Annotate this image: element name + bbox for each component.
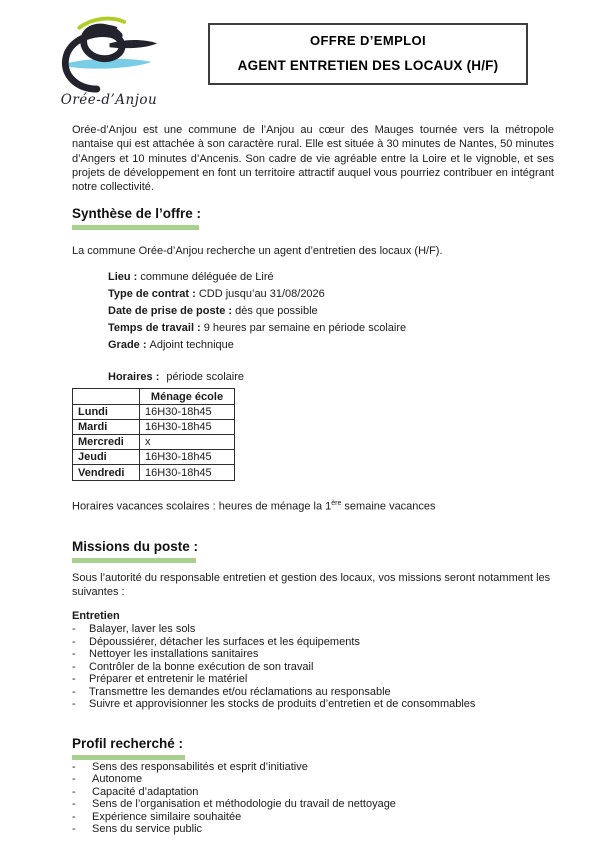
field-label: Grade :: [108, 338, 147, 351]
list-item: [72, 773, 554, 786]
table-corner-cell: [73, 389, 140, 404]
profil-list: [72, 761, 554, 836]
dash-marker: -: [72, 635, 76, 648]
item-text: Balayer, laver les sols: [89, 623, 196, 636]
missions-title-underline: [72, 558, 196, 563]
dash-marker: -: [72, 698, 76, 711]
field-row-temps-travail: [108, 320, 554, 337]
note-prefix: Horaires vacances scolaires : heures de ménage la 1: [72, 500, 332, 513]
document-body: [72, 123, 554, 836]
item-text: Sens du service public: [92, 823, 203, 836]
field-value: CDD jusqu’au 31/08/2026: [198, 288, 325, 301]
note-superscript: ère: [331, 499, 342, 507]
item-text: Capacité d’adaptation: [92, 785, 199, 798]
table-header-row: [73, 389, 235, 404]
item-text: Suivre et approvisionner les stocks de produits d’entretien et de consommables: [89, 698, 476, 711]
list-item: [72, 698, 554, 711]
item-text: Sens des responsabilités et esprit d’initiative: [92, 760, 308, 773]
item-text: Dépoussiérer, détacher les surfaces et les équipements: [89, 635, 360, 648]
vacation-hours-note: [72, 500, 554, 513]
time-cell: x: [140, 435, 235, 450]
list-item: [72, 761, 554, 774]
logo-text: Orée-d’Anjou: [60, 92, 158, 108]
missions-title: Missions du poste :: [72, 539, 199, 555]
field-row-contrat: [108, 286, 554, 303]
field-label: Lieu :: [108, 271, 138, 284]
synthese-title-underline: [72, 225, 199, 230]
missions-lead: Sous l’autorité du responsable entretien et gestion des locaux, vos missions seront notamment les suivantes :: [72, 572, 551, 598]
dash-marker: -: [72, 623, 76, 636]
list-item: [72, 786, 554, 799]
missions-subheading: Entretien: [72, 610, 120, 623]
logo-swirl-icon: [53, 14, 165, 96]
list-item: [72, 673, 554, 686]
profil-title-underline: [72, 755, 185, 760]
time-cell: 16H30-18h45: [140, 450, 235, 465]
item-text: Préparer et entretenir le matériel: [89, 673, 248, 686]
day-cell: Mardi: [73, 419, 140, 434]
section-synthese: [72, 206, 554, 512]
section-profil: [72, 736, 554, 836]
job-offer-title-box: [208, 23, 528, 85]
horaires-label: Horaires :: [108, 371, 160, 384]
document-header: [50, 14, 551, 114]
field-label: Type de contrat :: [108, 288, 196, 301]
schedule-table: [72, 388, 235, 480]
time-cell: 16H30-18h45: [140, 419, 235, 434]
note-suffix: semaine vacances: [341, 500, 436, 513]
item-text: Sens de l’organisation et méthodologie du travail de nettoyage: [92, 798, 396, 811]
list-item: [72, 811, 554, 824]
oree-danjou-logo: [50, 14, 168, 108]
day-cell: Mercredi: [73, 435, 140, 450]
list-item: [72, 623, 554, 636]
dash-marker: -: [72, 660, 76, 673]
dash-marker: -: [72, 673, 76, 686]
list-item: [72, 686, 554, 699]
section-missions: [72, 539, 554, 711]
field-label: Date de prise de poste :: [108, 305, 233, 318]
item-text: Nettoyer les installations sanitaires: [89, 648, 259, 661]
field-value: commune déléguée de Liré: [140, 271, 274, 284]
list-item: [72, 823, 554, 836]
dash-marker: -: [72, 773, 76, 786]
dash-marker: -: [72, 648, 76, 661]
offer-fields: [108, 269, 554, 353]
list-item: [72, 636, 554, 649]
dash-marker: -: [72, 760, 76, 773]
job-position-title: AGENT ENTRETIEN DES LOCAUX (H/F): [237, 58, 499, 73]
field-row-grade: [108, 337, 554, 354]
dash-marker: -: [72, 785, 76, 798]
synthese-title: Synthèse de l’offre :: [72, 206, 202, 222]
table-row-jeudi: [73, 450, 235, 465]
day-cell: Lundi: [73, 404, 140, 419]
field-row-prise-de-poste: [108, 303, 554, 320]
item-text: Expérience similaire souhaitée: [92, 810, 242, 823]
day-cell: Jeudi: [73, 450, 140, 465]
synthese-lead: La commune Orée-d’Anjou recherche un agent d’entretien des locaux (H/F).: [72, 245, 443, 258]
item-text: Autonome: [92, 773, 143, 786]
field-value: dès que possible: [235, 305, 318, 318]
table-row-lundi: [73, 404, 235, 419]
table-row-mercredi: [73, 435, 235, 450]
item-text: Transmettre les demandes et/ou réclamations au responsable: [89, 685, 391, 698]
field-value: Adjoint technique: [149, 338, 234, 351]
dash-marker: -: [72, 798, 76, 811]
item-text: Contrôler de la bonne exécution de son travail: [89, 660, 314, 673]
table-column-header: Ménage école: [140, 389, 235, 404]
field-row-lieu: [108, 269, 554, 286]
time-cell: 16H30-18h45: [140, 465, 235, 480]
list-item: [72, 661, 554, 674]
dash-marker: -: [72, 823, 76, 836]
missions-list: [72, 623, 554, 711]
horaires-value: période scolaire: [166, 371, 245, 384]
field-value: 9 heures par semaine en période scolaire: [203, 321, 407, 334]
horaires-line: [108, 371, 554, 383]
dash-marker: -: [72, 685, 76, 698]
intro-paragraph: Orée-d’Anjou est une commune de l’Anjou au cœur des Mauges tournée vers la métropole nantaise qui est attachée à son caractère rural. Elle est située à 30 minutes de Nantes, 50 minutes d’Angers et 10 minutes d’Ancenis. Son cadre de vie agréable entre la Loire et le vignoble, et ses projets de développement en font un territoire attractif auquel vous pourriez contribuer en intégrant notre collectivité.: [72, 124, 554, 194]
day-cell: Vendredi: [73, 465, 140, 480]
table-row-vendredi: [73, 465, 235, 480]
job-offer-title: OFFRE D’EMPLOI: [309, 33, 427, 48]
time-cell: 16H30-18h45: [140, 404, 235, 419]
list-item: [72, 798, 554, 811]
dash-marker: -: [72, 810, 76, 823]
field-label: Temps de travail :: [108, 321, 201, 334]
list-item: [72, 648, 554, 661]
table-row-mardi: [73, 419, 235, 434]
profil-title: Profil recherché :: [72, 735, 184, 751]
